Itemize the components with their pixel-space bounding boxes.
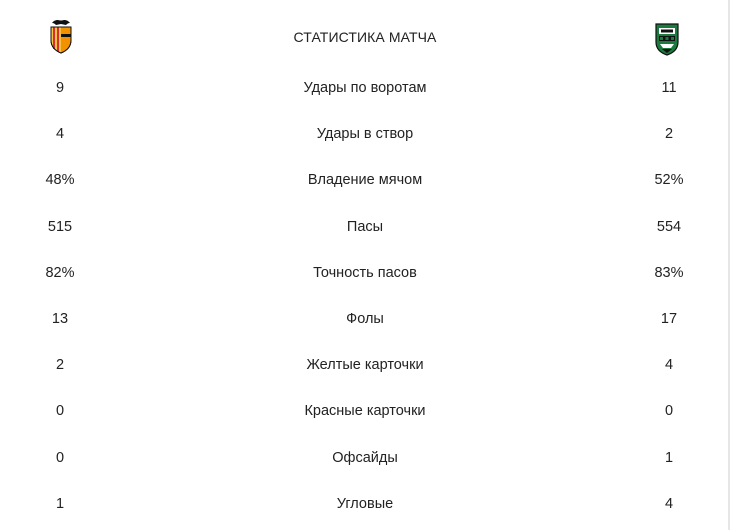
home-team-value: 48% (45, 172, 75, 189)
stat-label: Угловые (336, 495, 394, 512)
away-team-value: 4 (664, 357, 674, 374)
home-team-value: 9 (55, 80, 65, 96)
stat-row (0, 342, 730, 388)
stat-label: Точность пасов (313, 264, 417, 281)
stat-label: Желтые карточки (306, 357, 424, 374)
away-team-value: 83% (654, 264, 684, 281)
stat-label: Красные карточки (304, 403, 426, 420)
stat-label: Удары по воротам (303, 80, 427, 96)
away-team-value: 17 (660, 310, 678, 327)
stats-title: СТАТИСТИКА МАТЧА (293, 29, 437, 45)
krasnodar-crest-icon (652, 18, 682, 58)
stat-label: Офсайды (332, 449, 398, 466)
valencia-crest-icon (46, 18, 76, 58)
stat-row (0, 435, 730, 481)
home-team-value: 13 (51, 310, 69, 327)
away-team-value: 554 (656, 218, 682, 235)
away-team-value: 52% (654, 172, 684, 189)
stat-row (0, 157, 730, 203)
stat-label: Пасы (346, 218, 384, 235)
away-team-value: 2 (664, 126, 674, 143)
away-team-value: 11 (661, 80, 677, 96)
home-team-value: 1 (55, 495, 65, 512)
stat-label: Владение мячом (307, 172, 423, 189)
stats-header (0, 18, 730, 58)
stat-row (0, 204, 730, 250)
stat-row (0, 296, 730, 342)
home-team-value: 0 (55, 449, 65, 466)
home-team-value: 82% (45, 264, 75, 281)
stat-label: Удары в створ (316, 126, 414, 143)
home-team-value: 2 (55, 357, 65, 374)
away-team-value: 1 (664, 449, 674, 466)
stat-row (0, 250, 730, 296)
stats-table (0, 65, 730, 527)
away-team-value: 4 (664, 495, 674, 512)
home-team-value: 4 (55, 126, 65, 143)
stat-row (0, 388, 730, 434)
stat-label: Фолы (346, 310, 384, 327)
away-team-value: 0 (664, 403, 674, 420)
stat-row (0, 65, 730, 111)
stat-row (0, 481, 730, 527)
home-team-value: 0 (55, 403, 65, 420)
stat-row (0, 111, 730, 157)
home-team-value: 515 (47, 218, 73, 235)
